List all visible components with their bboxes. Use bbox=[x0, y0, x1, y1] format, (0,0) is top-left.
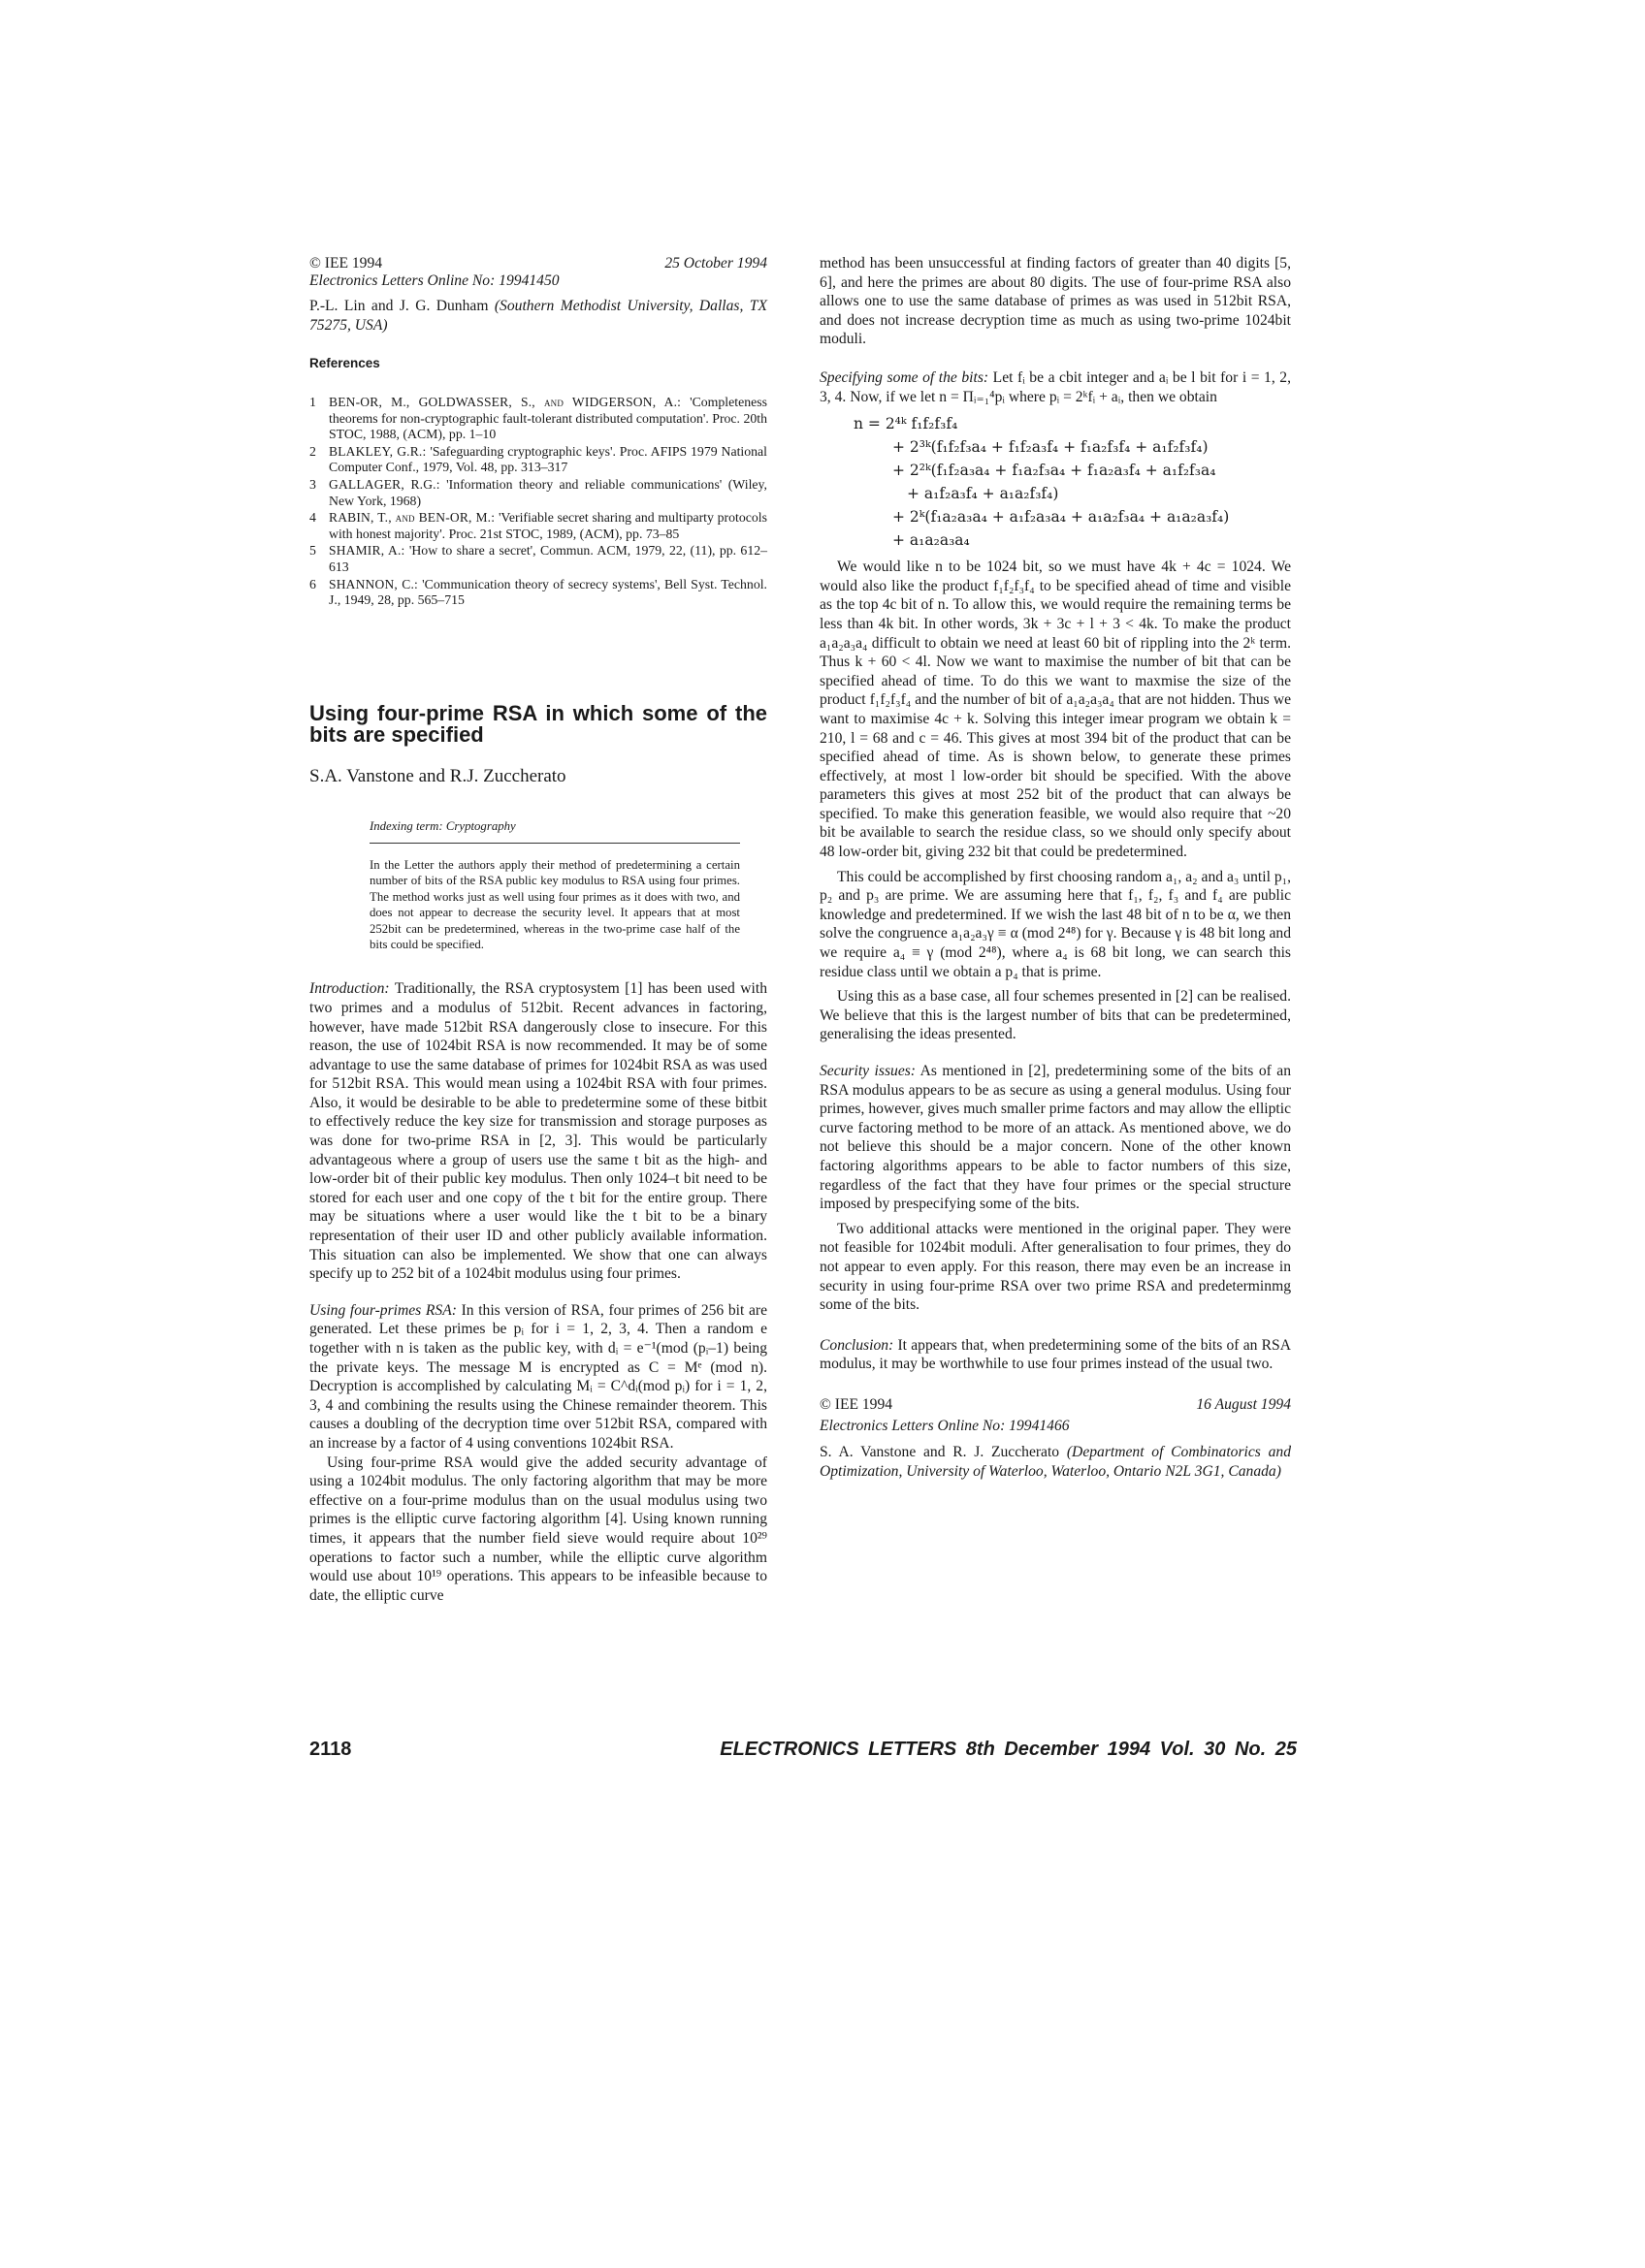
specifying-paragraph: Specifying some of the bits: Let fᵢ be a cbit integer and aᵢ be l bit for i = 1, 2, 3, 4. Now, if we let n = Πᵢ₌₁⁴pᵢ where pᵢ = 2ᵏfᵢ + aᵢ, then we obtain bbox=[820, 368, 1291, 405]
four-prime-paragraph-2: Using four-prime RSA would give the added security advantage of using a 1024bit modulus. The only factoring algorithm that may be more effective on a four-prime modulus than on the usual modulus using two primes is the elliptic curve factoring algorithm [4]. Using known running times, it appears that the number field sieve would require about 10²⁹ operations to factor such a number, while the elliptic curve algorithm would use about 10¹⁹ operations. This appears to be infeasible because to date, the elliptic curve bbox=[309, 1453, 767, 1604]
equation-block bbox=[820, 412, 1291, 552]
continued-paragraph: method has been unsuccessful at finding factors of greater than 40 digits [5, 6], and here the primes are about 80 digits. The use of four-prime RSA also allows one to use the same database of primes as was used in 512bit RSA, and does not increase decryption time as much as using two-prime 1024bit moduli. bbox=[820, 255, 1291, 348]
equation-line: + 2ᵏ(f₁a₂a₃a₄ + a₁f₂a₃a₄ + a₁a₂f₃a₄ + a₁a₂a₃f₄) bbox=[892, 508, 1230, 527]
equation-line: + 2²ᵏ(f₁f₂a₃a₄ + f₁a₂f₃a₄ + f₁a₂a₃f₄ + a₁f₂f₃a₄ bbox=[892, 462, 1216, 480]
reference-item: 1 BEN-OR, M., GOLDWASSER, S., and WIDGERSON, A.: 'Completeness theorems for non-cryptographic fault-tolerant distributed computation'. Proc. 20th STOC, 1988, (ACM), pp. 1–10 bbox=[309, 394, 767, 442]
signature-authors: S. A. Vanstone and R. J. Zuccherato bbox=[820, 1444, 1060, 1461]
article-footer bbox=[820, 1395, 1291, 1415]
equation-line: n = 2⁴ᵏ f₁f₂f₃f₄ bbox=[854, 415, 958, 433]
reference-item: 5 SHAMIR, A.: 'How to share a secret', Commun. ACM, 1979, 22, (11), pp. 612–613 bbox=[309, 543, 768, 574]
reference-item: 3 GALLAGER, R.G.: 'Information theory and reliable communications' (Wiley, New York, 1968) bbox=[309, 476, 768, 508]
four-prime-paragraph: Using four-primes RSA: In this version of RSA, four primes of 256 bit are generated. Let these primes be pᵢ for i = 1, 2, 3, 4. Then a random e together with n is taken as the public key, with dᵢ = e⁻¹(mod (pᵢ–1) being the private keys. The message M is encrypted as C = Mᵉ (mod n). Decryption is accomplished by calculating Mᵢ = C^dᵢ(mod pᵢ) for i = 1, 2, 3, 4 and combining the results using the Chinese remainder theorem. This causes a doubling of the decryption time over 512bit RSA, compared with an increase by a factor of 4 using conventions 1024bit RSA. bbox=[309, 1301, 767, 1452]
article-signature bbox=[820, 1443, 1291, 1481]
security-paragraph-2: Two additional attacks were mentioned in the original paper. They were not feasible for 1024bit moduli. After generalisation to four primes, they do not appear to even apply. For this reason, there may even be an increase in security in using four-prime RSA over two prime RSA and predeterminmg some of the bits. bbox=[820, 1220, 1291, 1314]
article-title: Using four-prime RSA in which some of the bits are specified bbox=[309, 700, 767, 748]
abstract-block bbox=[370, 817, 740, 952]
indexing-term: Indexing term: Cryptography bbox=[370, 817, 740, 844]
reference-item: 4 RABIN, T., and BEN-OR, M.: 'Verifiable secret sharing and multiparty protocols with honest majority'. Proc. 21st STOC, 1989, (ACM), pp. 73–85 bbox=[309, 510, 767, 541]
specifying-heading: Specifying some of the bits: bbox=[820, 368, 989, 386]
introduction-paragraph: Introduction: Traditionally, the RSA cryptosystem [1] has been used with two primes and a modulus of 512bit. Recent advances in factoring, however, have made 512bit RSA dangerously close to insecure. For this reason, the use of 1024bit RSA is now recommended. It may be of some advantage to use the same database of primes for 1024bit RSA as was used for 512bit RSA. This would mean using a 1024bit RSA with four primes. Also, it would be desirable to be able to predetermine some of these bitbit to effectively reduce the key size for transmission and storage purposes as was done for two-prime RSA in [2, 3]. This would be particularly advantageous where a group of users use the same t bit as the high- and low-order bit of their public key modulus. Then only 1024–t bit need to be stored for each user and one copy of the t bit for the entire group. There may be situations where a user would like the t bit to be a binary representation of their user ID and other publicly available information. This situation can also be implemented. We show that one can always specify up to 252 bit of a 1024bit modulus using four primes. bbox=[309, 980, 767, 1283]
body-paragraph: Using this as a base case, all four schemes presented in [2] can be realised. We believe that this is the largest number of bits that can be predetermined, generalising the ideas presented. bbox=[820, 988, 1291, 1043]
body-paragraph: This could be accomplished by first choosing random a₁, a₂ and a₃ until p₁, p₂ and p₃ are prime. We are assuming here that f₁, f₂, f₃ and f₄ are public knowledge and predetermined. If we wish the last 48 bit of n to be α, we then solve the congruence a₁a₂a₃γ ≡ α (mod 2⁴⁸) for γ. Because γ is 48 bit long and we require a₄ ≡ γ (mod 2⁴⁸), where a₄ is 68 bit long, we can search this residue class until we obtain a p₄ that is prime. bbox=[820, 868, 1291, 980]
article-online-number: Electronics Letters Online No: 19941466 bbox=[820, 1417, 1070, 1434]
reference-item: 2 BLAKLEY, G.R.: 'Safeguarding cryptographic keys'. Proc. AFIPS 1979 National Computer Conf., 1979, Vol. 48, pp. 313–317 bbox=[309, 443, 767, 475]
prev-online-number: Electronics Letters Online No: 19941450 bbox=[309, 272, 560, 289]
reference-item: 6 SHANNON, C.: 'Communication theory of secrecy systems', Bell Syst. Technol. J., 1949, 28, pp. 565–715 bbox=[309, 576, 767, 608]
prev-authors: P.-L. Lin and J. G. Dunham bbox=[309, 298, 489, 315]
signature-affiliation: (Department of Combinatorics and Optimization, University of Waterloo, Waterloo, Ontario N2L 3G1, Canada) bbox=[820, 1444, 1291, 1480]
right-column bbox=[820, 254, 1291, 1481]
prev-date: 25 October 1994 bbox=[664, 255, 767, 272]
four-prime-heading: Using four-primes RSA: bbox=[309, 1301, 457, 1319]
article-copyright: © IEE 1994 bbox=[820, 1395, 893, 1413]
prev-authors-block bbox=[309, 297, 767, 335]
conclusion-paragraph: Conclusion: It appears that, when predetermining some of the bits of an RSA modulus, it may be worthwhile to use four primes instead of the usual two. bbox=[820, 1336, 1291, 1373]
left-column bbox=[309, 254, 767, 1605]
security-paragraph: Security issues: As mentioned in [2], predetermining some of the bits of an RSA modulus appears to be as secure as using a general modulus. Using four primes, however, gives much smaller prime factors and may allow the elliptic curve factoring method to be more of an attack. As mentioned above, we do not believe this should be a major concern. None of the other known factoring algorithms appears to be able to factor numbers of this size, regardless of the fact that they have four primes or the special structure imposed by prespecifying some of the bits. bbox=[820, 1063, 1291, 1213]
abstract-text: In the Letter the authors apply their method of predetermining a certain number of bits of the RSA public key modulus to RSA using four primes. The method works just as well using four primes as it does with two, and does not appear to decrease the security level. It appears that at most 252bit can be predetermined, whereas in the two-prime case half of the bits could be specified. bbox=[370, 857, 740, 951]
prev-copyright: © IEE 1994 bbox=[309, 255, 383, 272]
references-heading: References bbox=[309, 356, 380, 371]
conclusion-heading: Conclusion: bbox=[820, 1336, 894, 1354]
page-number: 2118 bbox=[309, 1739, 352, 1760]
reference-list bbox=[309, 395, 767, 609]
body-paragraph: We would like n to be 1024 bit, so we must have 4k + 4c = 1024. We would also like the product f₁f₂f₃f₄ to be specified ahead of time and visible as the top 4c bit of n. To allow this, we would require the remaining terms be less than 4k bit. In other words, 3k + 3c + l + 3 < 4k. To make the product a₁a₂a₃a₄ difficult to obtain we need at least 60 bit of rippling into the 2ᵏ term. Thus k + 60 < 4l. Now we want to maximise the number of bit that can be specified ahead of time. To do this we want to maxmise the size of the product f₁f₂f₃f₄ and the number of bit of a₁a₂a₃a₄ that are not hidden. Thus we want to maximise 4c + k. Solving this integer imear program we obtain k = 210, l = 68 and c = 46. This gives at most 394 bit of the product that can be specified ahead of time. As is shown below, to generate these primes effectively, at most l low-order bit should be specified. With the above parameters this gives at most 252 bit of the product that can always be specified. To make this generation feasible, we would also require that ~20 bit be available to search the residue class, so we should only specify about 48 low-order bit, giving 232 bit that could be predetermined. bbox=[820, 559, 1291, 861]
journal-footer: ELECTRONICS LETTERS 8th December 1994 Vol. 30 No. 25 bbox=[720, 1739, 1297, 1760]
equation-line: + a₁f₂a₃f₄ + a₁a₂f₃f₄) bbox=[907, 485, 1059, 503]
article-authors: S.A. Vanstone and R.J. Zuccherato bbox=[309, 765, 566, 786]
security-heading: Security issues: bbox=[820, 1063, 916, 1079]
prev-affiliation: (Southern Methodist University, Dallas, TX 75275, USA) bbox=[309, 298, 767, 334]
introduction-heading: Introduction: bbox=[309, 980, 390, 998]
equation-line: + 2³ᵏ(f₁f₂f₃a₄ + f₁f₂a₃f₄ + f₁a₂f₃f₄ + a₁f₂f₃f₄) bbox=[892, 438, 1209, 457]
article-date: 16 August 1994 bbox=[1196, 1395, 1291, 1413]
equation-line: + a₁a₂a₃a₄ bbox=[892, 531, 970, 550]
